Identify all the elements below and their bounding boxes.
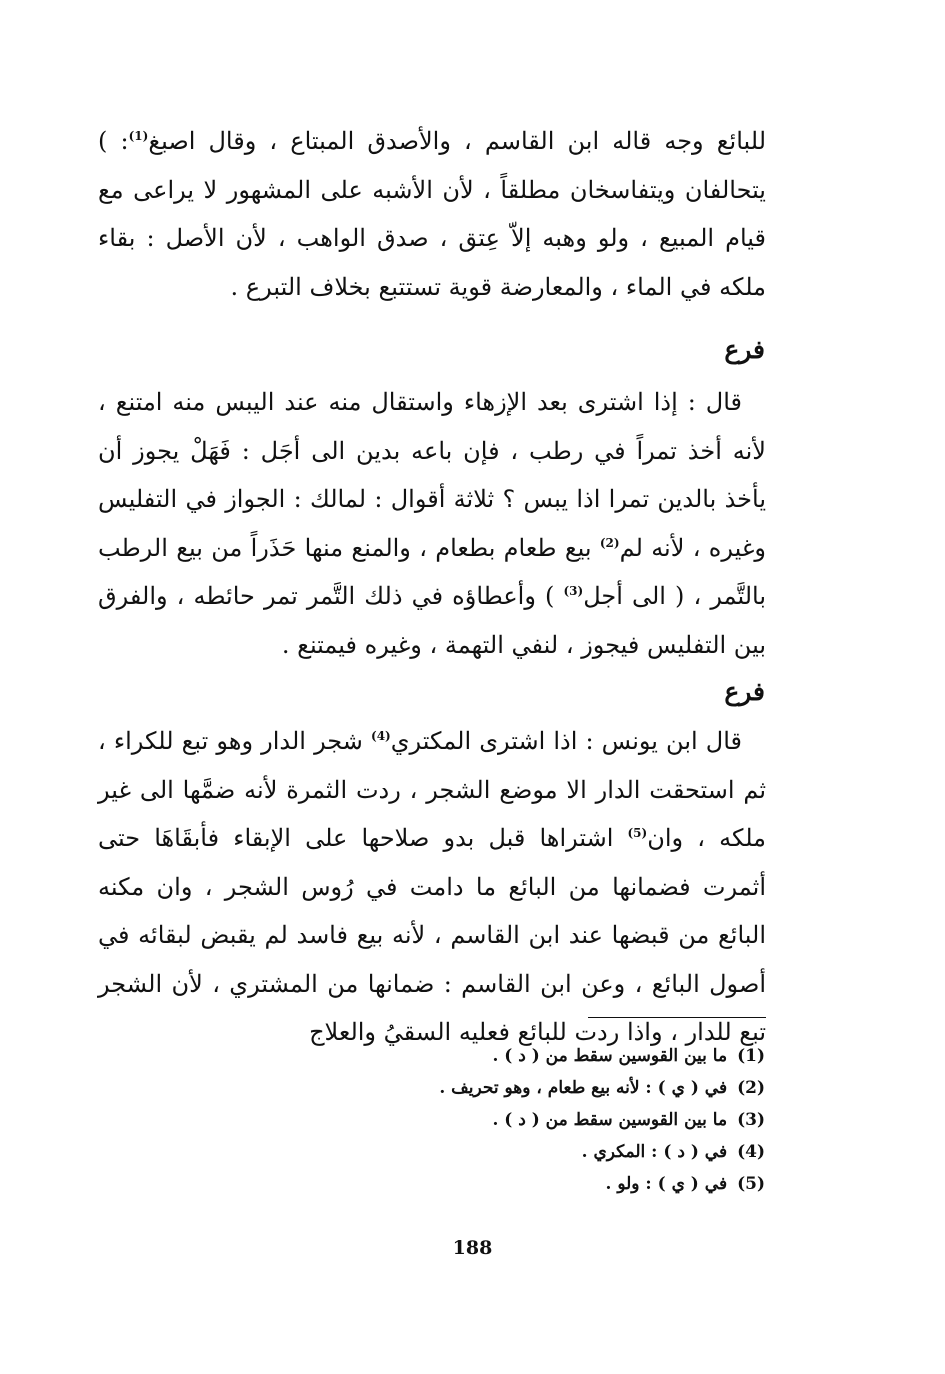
paragraph-text: للبائع وجه قاله ابن القاسم ، والأصدق المبتاع ، وقال اصبغ: [148, 127, 767, 155]
footnote-number: (4): [737, 1142, 765, 1162]
footnote-item: [245, 1072, 765, 1104]
paragraph-text: شجر الدار وهو تبع للكراء ، ثم استحقت الدار الا موضع الشجر ، ردت الثمرة لأنه ضمَّها الى غير ملكه ، وان: [98, 727, 766, 852]
paragraph-text: قال ابن يونس : اذا اشترى المكتري: [390, 727, 742, 755]
paragraph-1: [98, 117, 766, 311]
footnote-number: (5): [737, 1174, 765, 1194]
page-number: 188: [452, 1237, 493, 1259]
footnotes-list: [245, 1040, 765, 1200]
footnote-ref-5: (5): [627, 826, 648, 840]
paragraph-3: [98, 717, 766, 1057]
paragraph-text: قال : إذا اشترى بعد الإزهاء واستقال منه عند اليبس منه امتنع ، لأنه أخذ تمراً في رطب ، فإن باعه بدين الى أجَل : فَهَلْ يجوز أن يأخذ بالدين تمرا اذا يبس ؟ ثلاثة أقوال : لمالك : الجواز في التفليس وغيره ، لأنه لم: [98, 388, 766, 562]
section-heading-far: فرع: [724, 335, 765, 364]
footnote-item: [245, 1040, 765, 1072]
footnote-ref-4: (4): [371, 729, 391, 743]
footnote-divider: [588, 1017, 766, 1018]
footnote-text: في ( د ) : المكري .: [581, 1142, 728, 1162]
paragraph-text: : ) يتحالفان ويتفاسخان مطلقاً ، لأن الأشبه على المشهور لا يراعى مع قيام المبيع ، ولو وهبه إلاّ عِتق ، صدق الواهب ، لأن الأصل : بقاء ملكه في الماء ، والمعارضة قوية تستتبع بخلاف التبرع .: [98, 127, 766, 301]
footnote-text: في ( ي ) : لأنه بيع طعام ، وهو تحريف .: [439, 1078, 728, 1098]
footnote-number: (3): [737, 1110, 765, 1130]
footnote-ref-1: (1): [128, 129, 149, 143]
paragraph-text: ) وأعطاؤه في ذلك التَّمر تمر حائطه ، والفرق بين التفليس فيجوز ، لنفي التهمة ، وغيره فيمتنع .: [98, 582, 766, 659]
paragraph-2: [98, 378, 766, 669]
footnote-item: [245, 1104, 765, 1136]
footnote-number: (1): [737, 1046, 765, 1066]
footnote-item: [245, 1168, 765, 1200]
section-heading-far: فرع: [724, 677, 765, 706]
paragraph-text: بيع طعام بطعام ، والمنع منها حَذَراً من بيع الرطب بالتَّمر ، ( الى أجل: [98, 533, 767, 610]
footnote-text: ما بين القوسين سقط من ( د ) .: [492, 1110, 728, 1130]
paragraph-text: اشتراها قبل بدو صلاحها على الإبقاء فأبقَاهَا حتى أثمرت فضمانها من البائع ما دامت في رُوس الشجر ، وان مكنه البائع من قبضها عند ابن القاسم ، لأنه بيع فاسد لم يقبض لبقائه في أصول البائع ، وعن ابن القاسم : ضمانها من المشتري ، لأن الشجر تبع للدار ، واذا ردت للبائع فعليه السقيُ والعلاج: [98, 824, 766, 1046]
footnote-text: في ( ي ) : ولو .: [605, 1174, 728, 1194]
footnote-ref-2: (2): [599, 535, 620, 550]
footnote-item: [245, 1136, 765, 1168]
footnote-ref-3: (3): [563, 584, 584, 598]
footnote-number: (2): [737, 1078, 765, 1098]
footnote-text: ما بين القوسين سقط من ( د ) .: [492, 1046, 728, 1066]
